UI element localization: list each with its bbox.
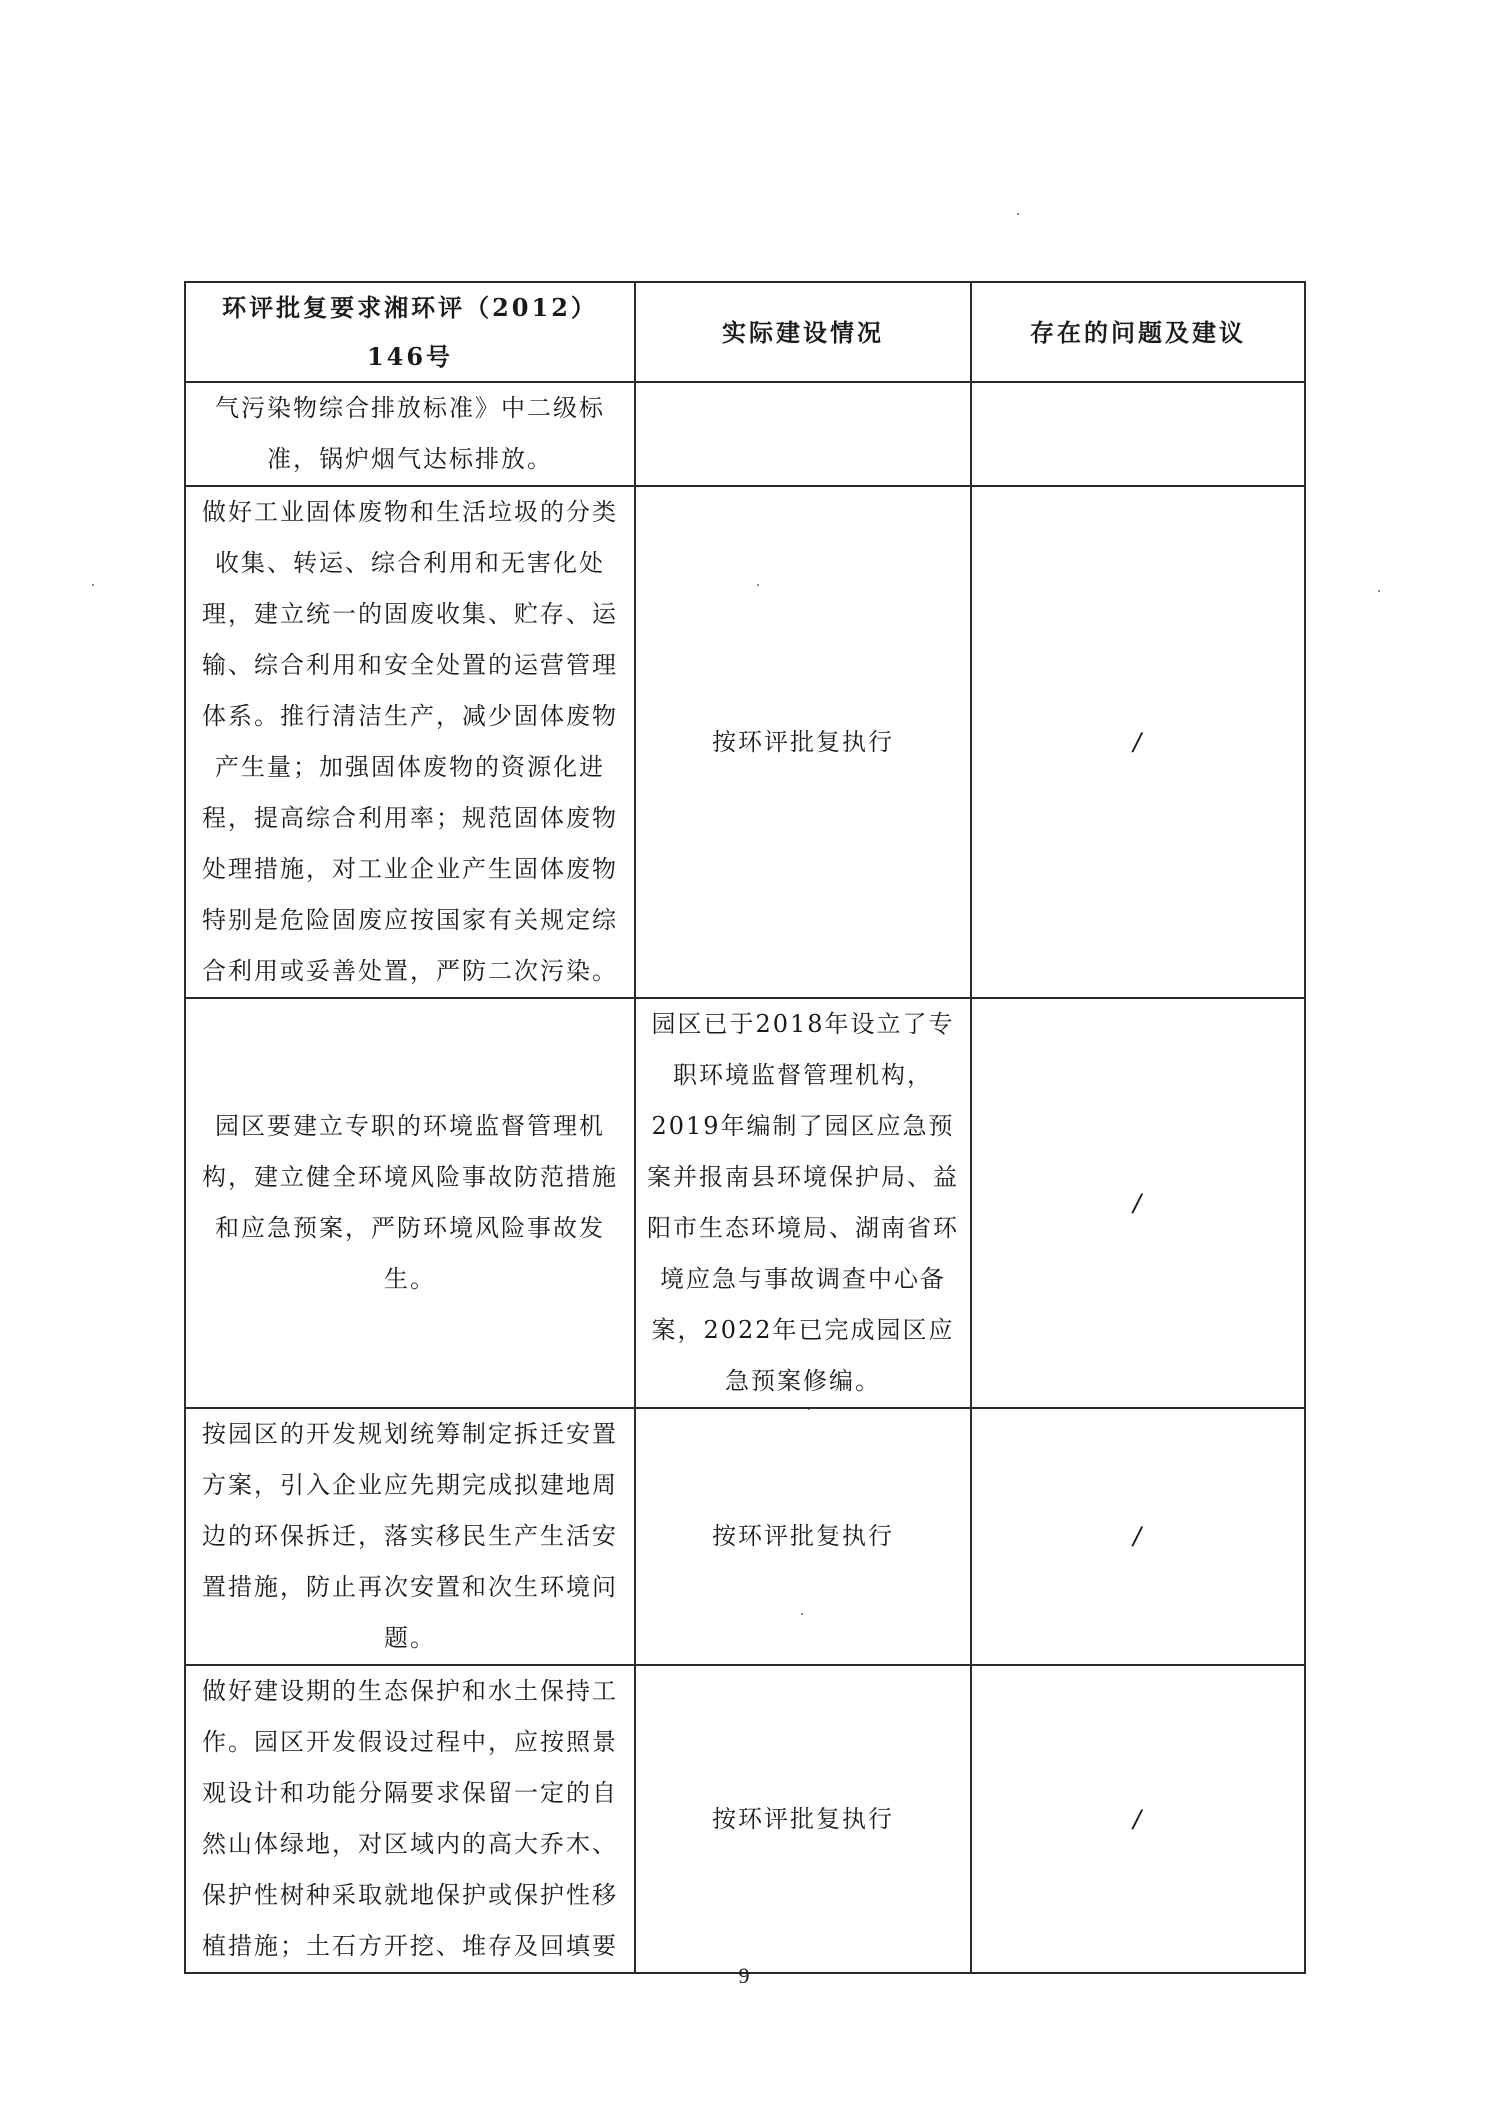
- table-header-row: [185, 282, 1305, 382]
- issue-cell: /: [971, 1665, 1305, 1973]
- table-row: [185, 1408, 1305, 1665]
- header-requirement: 环评批复要求湘环评（2012）146号: [185, 282, 635, 382]
- status-cell: 园区已于2018年设立了专职环境监督管理机构，2019年编制了园区应急预案并报南县环境保护局、益阳市生态环境局、湖南省环境应急与事故调查中心备案，2022年已完成园区应急预案修编。: [635, 998, 971, 1408]
- issue-cell: /: [971, 1408, 1305, 1665]
- requirement-cell: 做好工业固体废物和生活垃圾的分类收集、转运、综合利用和无害化处理，建立统一的固废收集、贮存、运输、综合利用和安全处置的运营管理体系。推行清洁生产，减少固体废物产生量；加强固体废物的资源化进程，提高综合利用率；规范固体废物处理措施，对工业企业产生固体废物特别是危险固废应按国家有关规定综合利用或妥善处置，严防二次污染。: [185, 486, 635, 998]
- requirement-cell: 做好建设期的生态保护和水土保持工作。园区开发假设过程中，应按照景观设计和功能分隔要求保留一定的自然山体绿地，对区域内的高大乔木、保护性树种采取就地保护或保护性移植措施；土石方开挖、堆存及回填要: [185, 1665, 635, 1973]
- table-row: [185, 998, 1305, 1408]
- status-cell: [635, 382, 971, 486]
- status-cell: 按环评批复执行: [635, 486, 971, 998]
- table-row: [185, 486, 1305, 998]
- table-row: [185, 382, 1305, 486]
- scan-speck: [1378, 590, 1380, 592]
- status-cell: 按环评批复执行: [635, 1408, 971, 1665]
- requirement-cell: 按园区的开发规划统筹制定拆迁安置方案，引入企业应先期完成拟建地周边的环保拆迁，落实移民生产生活安置措施，防止再次安置和次生环境问题。: [185, 1408, 635, 1665]
- header-issues-suggestions: 存在的问题及建议: [971, 282, 1305, 382]
- scan-speck: [92, 584, 94, 586]
- header-actual-status: 实际建设情况: [635, 282, 971, 382]
- issue-cell: /: [971, 998, 1305, 1408]
- issue-cell: [971, 382, 1305, 486]
- eia-compliance-table: [184, 281, 1306, 1974]
- table-row: [185, 1665, 1305, 1973]
- page-number: 9: [738, 1963, 750, 1988]
- status-cell: 按环评批复执行: [635, 1665, 971, 1973]
- issue-cell: /: [971, 486, 1305, 998]
- requirement-cell: 气污染物综合排放标准》中二级标准，锅炉烟气达标排放。: [185, 382, 635, 486]
- requirement-cell: 园区要建立专职的环境监督管理机构，建立健全环境风险事故防范措施和应急预案，严防环境风险事故发生。: [185, 998, 635, 1408]
- scan-speck: [1017, 213, 1019, 215]
